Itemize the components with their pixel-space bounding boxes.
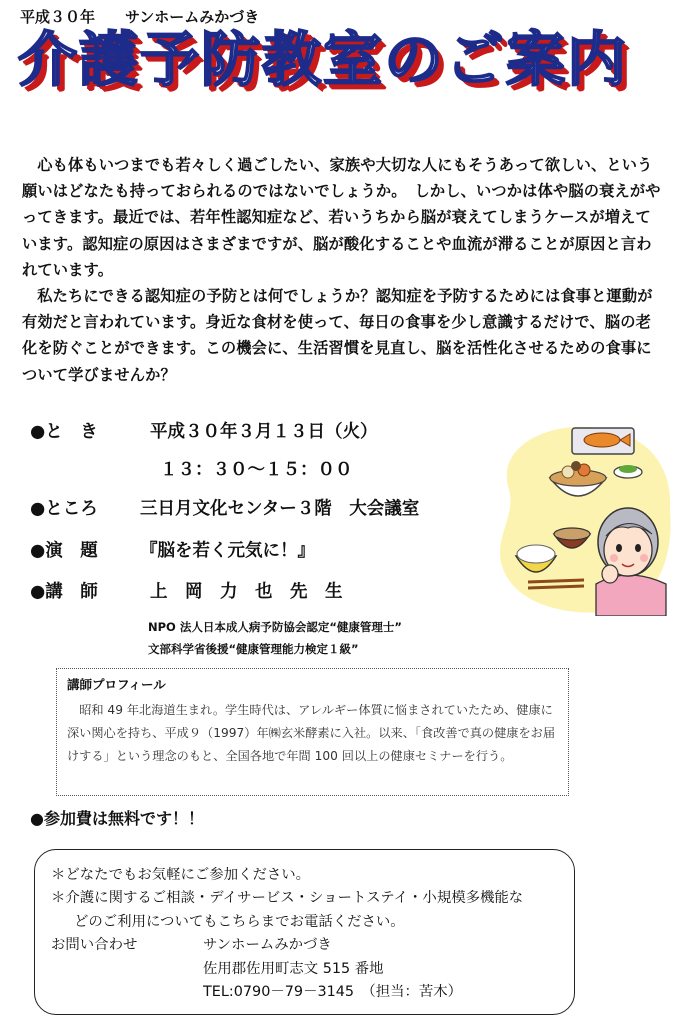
time-label: ●と き <box>30 422 98 442</box>
contact-organization: サンホームみかづき <box>203 937 332 954</box>
contact-box <box>34 849 575 1015</box>
event-topic: 『脳を若く元気に！』 <box>140 541 315 561</box>
place-label: ●ところ <box>30 499 98 519</box>
page-title: 介護予防教室のご案内 <box>18 25 629 94</box>
intro-paragraph-2: 私たちにできる認知症の予防とは何でしょうか？認知症を予防するためには食事と運動が有効だと言われています。身近な食材を使って、毎日の食事を少し意識するだけで、脳の老化を防ぐことができます。この機会に、生活習慣を見直し、脳を活性化させるための食事について学びませんか？ <box>22 287 653 384</box>
lecturer-credential-1: NPO 法人日本成人病予防協会認定“健康管理士” <box>148 620 402 634</box>
event-topic-row <box>30 537 315 562</box>
contact-address: 佐用郡佐用町志文 515 番地 <box>203 960 384 977</box>
inquiry-label: お問い合わせ <box>51 937 138 954</box>
intro-paragraph-1: 心も体もいつまでも若々しく過ごしたい、家族や大切な人にもそうあって欲しい、という願いはどなたも持っておられるのではないでしょうか。 しかし、いつかは体や脳の衰えがやってきます。最近では、若年性認知症など、若いうちから脳が衰えてしまうケースが増えています。認知症の原因はさまざまですが、脳が酸化することや血流が滞ることが原因と言われています。 <box>22 156 661 279</box>
profile-title: 講師プロフィール <box>67 677 166 692</box>
lecturer-name: 上 岡 力 也 先 生 <box>150 582 343 602</box>
header-year: 平成３０年 <box>20 8 96 26</box>
contact-note-2a: ＊介護に関するご相談・デイサービス・ショートステイ・小規模多機能な <box>51 890 524 907</box>
event-date-row <box>30 418 378 443</box>
meal-illustration <box>488 416 676 616</box>
contact-phone-row <box>51 981 558 1004</box>
lecturer-credential-2: 文部科学省後援“健康管理能力検定１級” <box>148 642 359 656</box>
fish-dish-icon <box>572 428 634 454</box>
lecturer-label: ●講 師 <box>30 582 98 602</box>
contact-note-1: ＊どなたでもお気軽にご参加ください。 <box>51 867 311 883</box>
topic-label: ●演 題 <box>30 541 98 561</box>
participation-fee: ●参加費は無料です！！ <box>30 809 204 828</box>
contact-note-2b: どのご利用についてもこちらまでお電話ください。 <box>74 913 405 930</box>
event-place-row <box>30 495 419 520</box>
event-place: 三日月文化センター３階 大会議室 <box>140 499 420 519</box>
event-lecturer-row <box>30 578 343 603</box>
contact-org-row <box>51 934 558 957</box>
header <box>20 6 259 27</box>
lecturer-profile-box <box>56 668 569 796</box>
intro-text <box>22 152 662 388</box>
profile-body: 昭和 49 年北海道生まれ。学生時代は、アレルギー体質に悩まされていたため、健康に深い関心を持ち、平成９（1997）年㈱玄米酵素に入社。以来、「食改善で真の健康をお届けする」という理念のもと、全国各地で年間 100 回以上の健康セミナーを行う。 <box>67 703 556 763</box>
contact-person: （担当：苦木） <box>368 984 463 1001</box>
header-facility: サンホームみかづき <box>125 8 260 26</box>
event-date: 平成３０年３月１３日（火） <box>150 422 378 442</box>
contact-phone: TEL:0790－79－3145 <box>203 984 355 1001</box>
event-time: １３：３０～１５：００ <box>160 460 353 480</box>
